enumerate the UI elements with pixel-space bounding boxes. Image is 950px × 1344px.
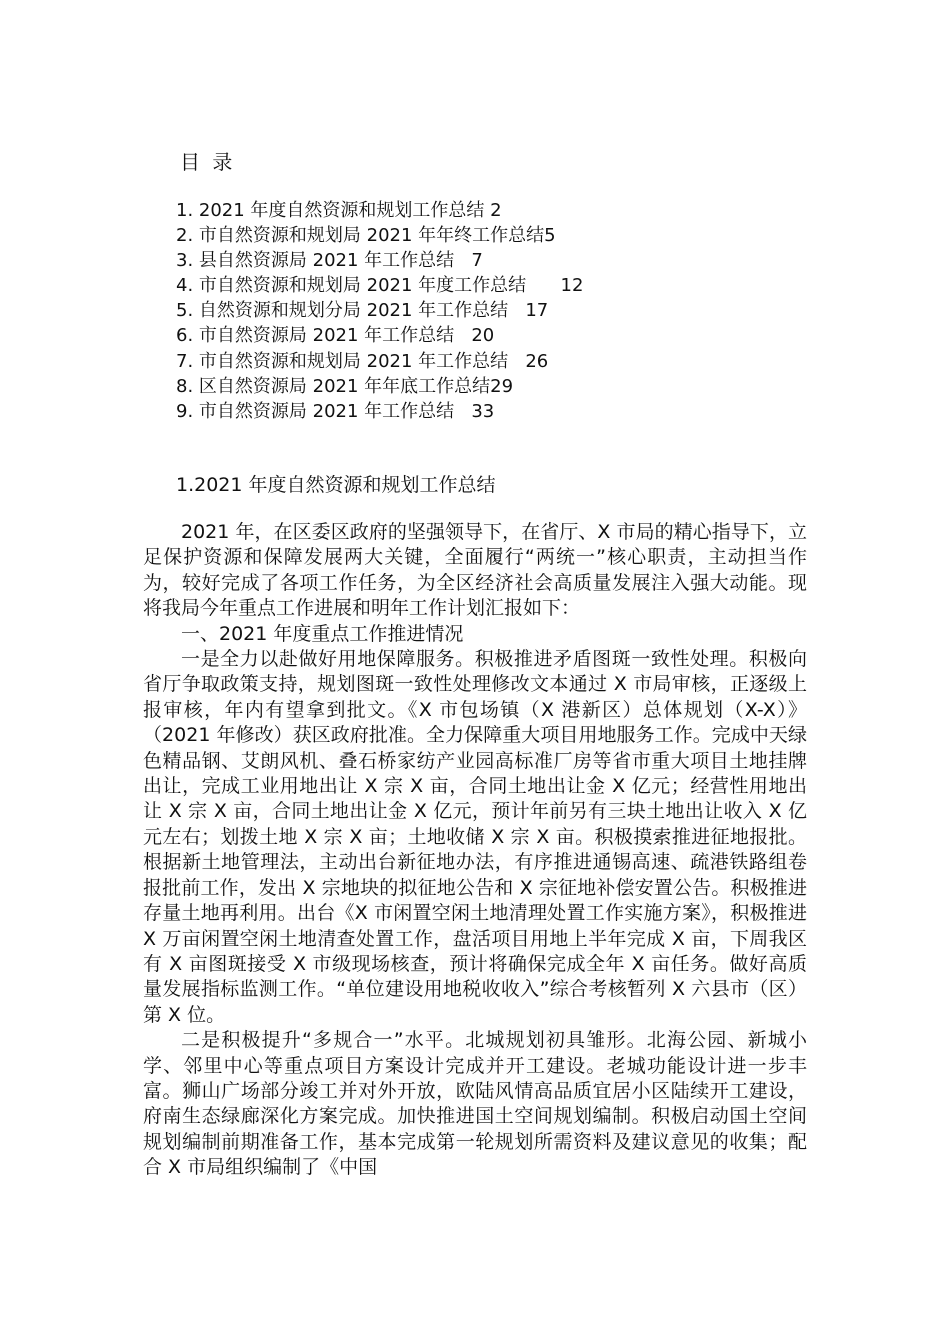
toc-item-text: 1. 2021 年度自然资源和规划工作总结 [176,200,485,221]
body-text [143,520,807,1181]
toc-item[interactable] [176,323,796,348]
toc-item[interactable] [176,273,796,298]
toc-item-text: 8. 区自然资源局 2021 年年底工作总结 [176,375,491,397]
paragraph: 2021 年，在区委区政府的坚强领导下，在省厅、X 市局的精心指导下，立足保护资源和保障发展两大关键，全面履行“两统一”核心职责，主动担当作为，较好完成了各项工作任务，为全区经济社会高质量发展注入强大动能。现将我局今年重点工作进展和明年工作计划汇报如下： [143,521,807,620]
toc-item[interactable] [176,349,796,374]
toc-page-number: 33 [471,400,495,422]
toc-page-number: 2 [490,200,502,221]
toc-item-text: 7. 市自然资源和规划局 2021 年工作总结 [176,350,509,372]
toc-item[interactable] [176,374,796,399]
toc-item[interactable] [176,198,796,223]
toc-item-text: 6. 市自然资源局 2021 年工作总结 [176,325,455,347]
toc-item[interactable] [176,248,796,273]
toc-item-text: 3. 县自然资源局 2021 年工作总结 [176,250,455,272]
toc-item-text: 5. 自然资源和规划分局 2021 年工作总结 [176,300,509,322]
table-of-contents [176,198,796,424]
toc-item-text: 9. 市自然资源局 2021 年工作总结 [176,400,455,422]
toc-page-number: 26 [525,350,549,372]
toc-item-text: 2. 市自然资源和规划局 2021 年年终工作总结 [176,225,545,247]
toc-item[interactable] [176,298,796,323]
section-title: 1.2021 年度自然资源和规划工作总结 [176,474,496,496]
toc-page-number: 7 [471,250,483,272]
toc-item-text: 4. 市自然资源和规划局 2021 年度工作总结 [176,275,527,297]
toc-page-number: 29 [490,375,514,397]
toc-item[interactable] [176,223,796,248]
toc-page-number: 17 [525,300,549,322]
toc-title: 目 录 [180,150,236,174]
subsection-heading: 一、2021 年度重点工作推进情况 [181,622,464,645]
toc-page-number: 12 [560,275,584,297]
toc-page-number: 5 [544,225,556,247]
paragraph: 一是全力以赴做好用地保障服务。积极推进矛盾图斑一致性处理。积极向省厅争取政策支持，规划图斑一致性处理修改文本通过 X 市局审核，正逐级上报审核，年内有望拿到批文。《X 市包场镇（X 港新区）总体规划（X-X）》（2021 年修改）获区政府批准。全力保障重大项目用地服务工作。完成中天绿色精品钢、艾朗风机、叠石桥家纺产业园高标准厂房等省市重大项目土地挂牌出让，完成工业用地出让 X 宗 X 亩，合同土地出让金 X 亿元；经营性用地出让 X 宗 X 亩，合同土地出让金 X 亿元，预计年前另有三块土地出让收入 X 亿元左右；划拨土地 X 宗 X 亩；土地收储 X 宗 X 亩。积极摸索推进征地报批。根据新土地管理法，主动出台新征地办法，有序推进通锡高速、疏港铁路组卷报批前工作，发出 X 宗地块的拟征地公告和 X 宗征地补偿安置公告。积极推进存量土地再利用。出台《X 市闲置空闲土地清理处置工作实施方案》，积极推进 X 万亩闲置空闲土地清查处置工作，盘活项目用地上半年完成 X 亩，下周我区有 X 亩图斑接受 X 市级现场核查，预计将确保完成全年 X 亩任务。做好高质量发展指标监测工作。“单位建设用地税收收入”综合考核暂列 X 六县市（区）第 X 位。 [143,648,807,1026]
toc-page-number: 20 [471,325,495,347]
paragraph: 二是积极提升“多规合一”水平。北城规划初具雏形。北海公园、新城小学、邻里中心等重点项目方案设计完成并开工建设。老城功能设计进一步丰富。狮山广场部分竣工并对外开放，欧陆风情高品质宜居小区陆续开工建设，府南生态绿廊深化方案完成。加快推进国土空间规划编制。积极启动国土空间规划编制前期准备工作，基本完成第一轮规划所需资料及建议意见的收集；配合 X 市局组织编制了《中国 [143,1029,807,1179]
toc-item[interactable] [176,399,796,424]
